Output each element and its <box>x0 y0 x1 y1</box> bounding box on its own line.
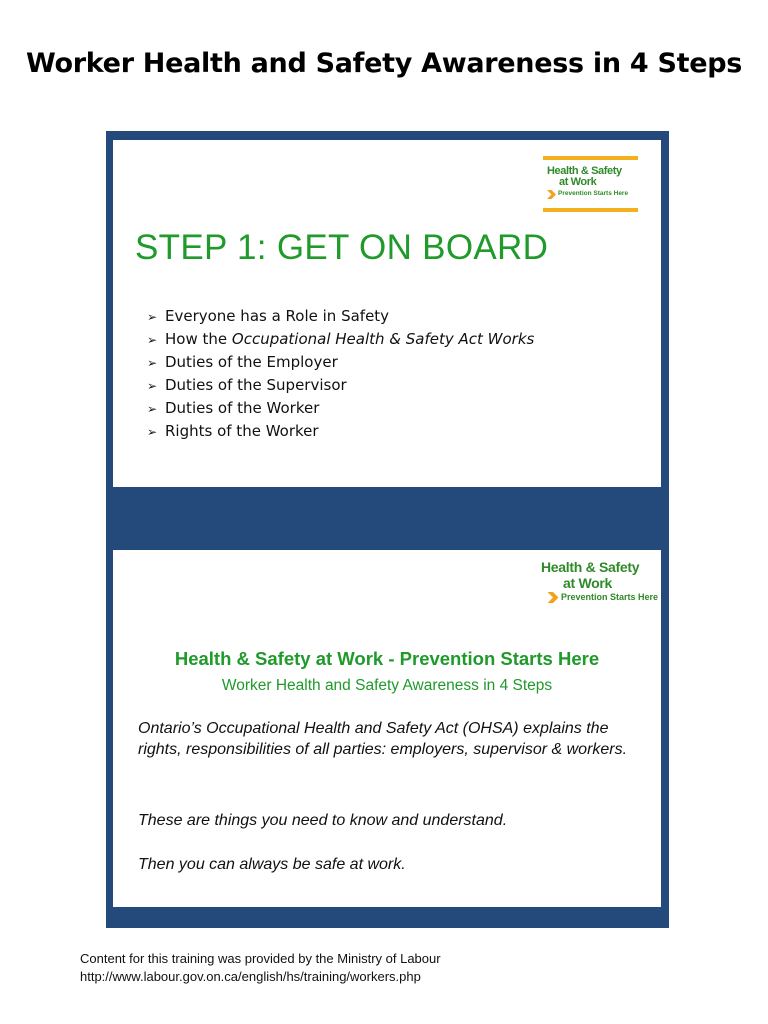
know-paragraph: These are things you need to know and understand. <box>138 812 508 829</box>
footer-credit <box>80 950 441 986</box>
logo-line-1: Health & Safety <box>547 165 622 177</box>
step-bullet-list <box>147 305 534 443</box>
logo-line-2: at Work <box>559 176 597 188</box>
bullet-item: ➢ How the Occupational Health & Safety Act Works <box>147 328 534 351</box>
ohsa-paragraph: Ontario’s Occupational Health and Safety Act (OHSA) explains the rights, responsibilities of all parties: employers, supervisor & workers. <box>138 720 628 758</box>
step-heading: STEP 1: GET ON BOARD <box>135 228 549 267</box>
bullet-arrow-icon: ➢ <box>147 425 158 439</box>
chevron-arrow-icon <box>547 592 559 603</box>
logo-top-bar <box>543 156 638 160</box>
bullet-arrow-icon: ➢ <box>147 310 158 324</box>
logo-tagline: Prevention Starts Here <box>561 592 659 602</box>
slides-frame <box>106 131 669 928</box>
logo-line-1: Health & Safety <box>541 559 640 575</box>
bullet-item: ➢ Duties of the Employer <box>147 351 534 374</box>
bullet-item: ➢ Everyone has a Role in Safety <box>147 305 534 328</box>
bullet-item: ➢ Duties of the Supervisor <box>147 374 534 397</box>
logo-bottom-bar <box>543 208 638 212</box>
credit-line: Content for this training was provided by the Ministry of Labour <box>80 951 441 966</box>
health-safety-logo <box>539 559 659 609</box>
logo-tagline: Prevention Starts Here <box>558 190 629 197</box>
bullet-arrow-icon: ➢ <box>147 333 158 347</box>
slide-heading: Health & Safety at Work - Prevention Starts Here <box>174 648 600 669</box>
bullet-arrow-icon: ➢ <box>147 379 158 393</box>
logo-line-2: at Work <box>563 575 612 591</box>
chevron-arrow-icon <box>547 190 556 199</box>
bullet-item: ➢ Duties of the Worker <box>147 397 534 420</box>
page-title: Worker Health and Safety Awareness in 4 Steps <box>25 48 743 79</box>
slide-step-1 <box>113 140 661 487</box>
slide-intro <box>113 550 661 907</box>
bullet-arrow-icon: ➢ <box>147 356 158 370</box>
bullet-arrow-icon: ➢ <box>147 402 158 416</box>
safe-paragraph: Then you can always be safe at work. <box>138 856 406 873</box>
slide-subheading: Worker Health and Safety Awareness in 4 Steps <box>221 677 553 694</box>
bullet-item: ➢ Rights of the Worker <box>147 420 534 443</box>
health-safety-logo <box>543 156 638 212</box>
source-url: http://www.labour.gov.on.ca/english/hs/training/workers.php <box>80 969 421 984</box>
